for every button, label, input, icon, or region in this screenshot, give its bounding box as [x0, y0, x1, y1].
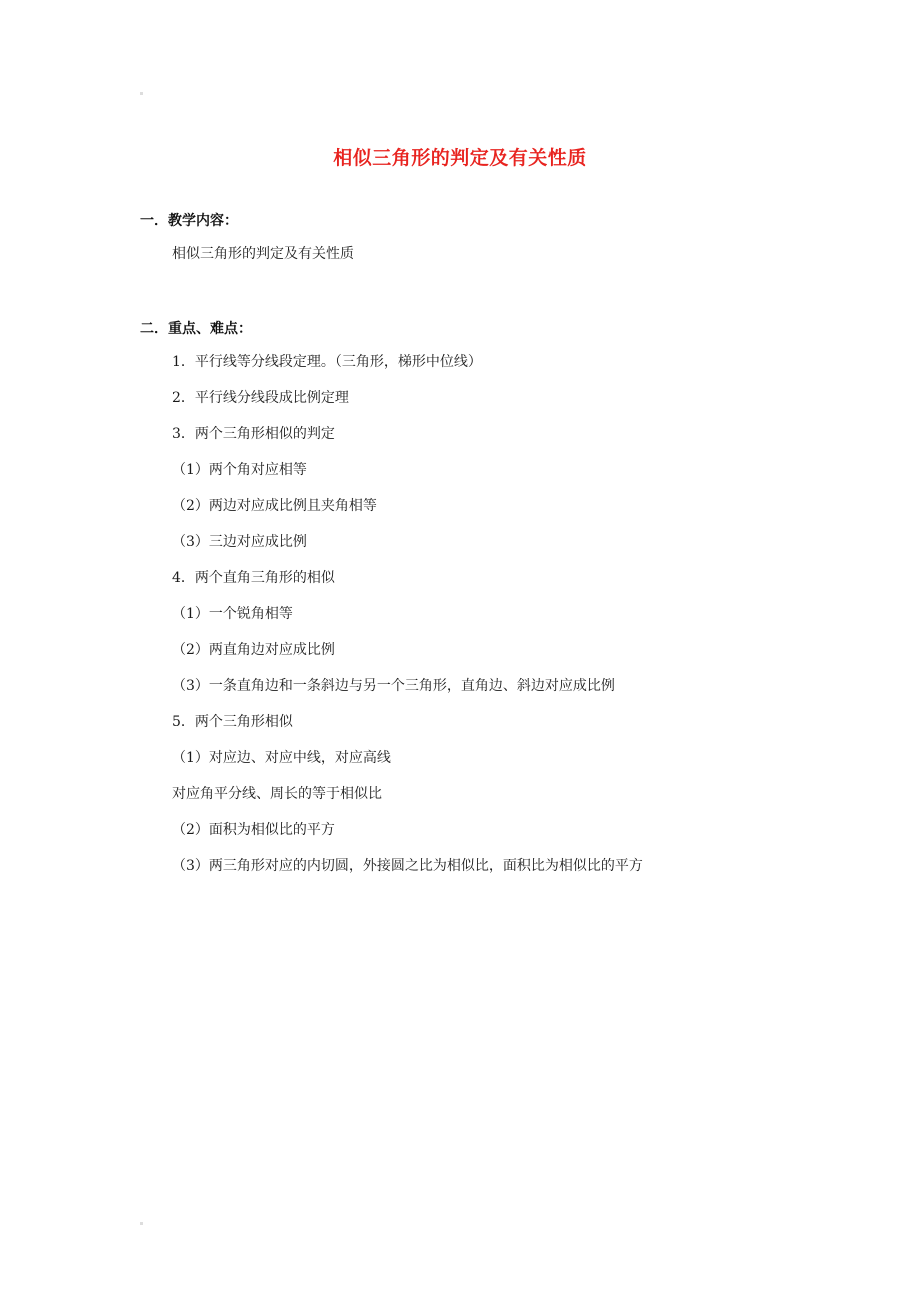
list-item: 3．两个三角形相似的判定 — [172, 426, 335, 442]
section-heading-content: 一．教学内容： — [140, 213, 238, 229]
list-item: 1．平行线等分线段定理。（三角形，梯形中位线） — [172, 354, 482, 370]
list-item: 5．两个三角形相似 — [172, 714, 293, 730]
list-item: 2．平行线分线段成比例定理 — [172, 390, 349, 406]
list-item: （1）一个锐角相等 — [172, 606, 293, 622]
list-item: （2）两直角边对应成比例 — [172, 642, 335, 658]
list-item: （2）面积为相似比的平方 — [172, 822, 335, 838]
list-item: 4．两个直角三角形的相似 — [172, 570, 335, 586]
list-item: （1）对应边、对应中线，对应高线 — [172, 750, 391, 766]
list-item: （1）两个角对应相等 — [172, 462, 307, 478]
page-corner-mark-bottom — [140, 1222, 143, 1225]
document-title: 相似三角形的判定及有关性质 — [333, 147, 587, 169]
list-item: （3）两三角形对应的内切圆，外接圆之比为相似比，面积比为相似比的平方 — [172, 858, 643, 874]
list-item: 对应角平分线、周长的等于相似比 — [172, 786, 382, 802]
list-item: （3）一条直角边和一条斜边与另一个三角形，直角边、斜边对应成比例 — [172, 678, 615, 694]
list-item: （2）两边对应成比例且夹角相等 — [172, 498, 377, 514]
section-content-text: 相似三角形的判定及有关性质 — [172, 246, 354, 262]
section-heading-key-points: 二．重点、难点： — [140, 321, 252, 337]
list-item: （3）三边对应成比例 — [172, 534, 307, 550]
page-corner-mark-top — [140, 92, 143, 95]
